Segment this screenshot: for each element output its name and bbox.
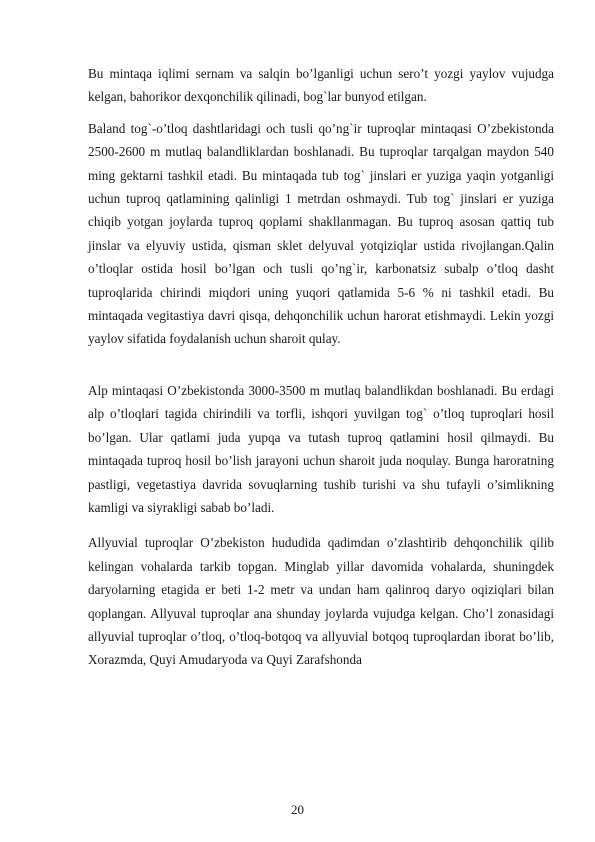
paragraph-mountain-zone-summary: Bu mintaqa iqlimi sernam va salqin bo’lganligi uchun sero’t yozgi yaylov vujudga kelgan, bahorikor dexqonchilik qilinadi, bog`lar bunyod etilgan. xyxy=(88,66,554,105)
document-page xyxy=(88,62,554,672)
paragraph-mountain-meadow-soils: Baland tog`-o’tloq dashtlaridagi och tusli qo’ng`ir tuproqlar mintaqasi O’zbekistonda 2500-2600 m mutlaq balandliklardan boshlanadi. Bu tuproqlar tarqalgan maydon 540 ming gektarni tashkil etadi. Bu mintaqada tub tog` jinslari er yuziga yaqin yotganligi uchun tuproq qatlamining qalinligi 1 metrdan oshmaydi. Tub tog` jinslari er yuziga chiqib yotgan joylarda tuproq qoplami shakllanmagan. Bu tuproq asosan qattiq tub jinslar va elyuviy ustida, qisman sklet delyuval yotqiziqlar ustida rivojlangan.Qalin o’tloqlar ostida hosil bo’lgan och tusli qo’ng`ir, karbonatsiz subalp o’tloq dasht tuproqlarida chirindi miqdori uning yuqori qatlamida 5-6 % ni tashkil etadi. Bu mintaqada vegitastiya davri qisqa, dehqonchilik uchun harorat etishmaydi. Lekin yozgi yaylov sifatida foydalanish uchun sharoit qulay. xyxy=(88,120,554,347)
page-number: 20 xyxy=(291,802,304,817)
paragraph-alluvial-soils: Allyuvial tuproqlar O’zbekiston hududida qadimdan o’zlashtirib dehqonchilik qilib kelingan vohalarda tarkib topgan. Minglab yillar davomida vohalarda, shuningdek daryolarning etagida er beti 1-2 metr va undan ham qalinroq daryo oqiziqlari bilan qoplangan. Allyuval tuproqlar ana shunday joylarda vujudga kelgan. Cho’l zonasidagi allyuvial tuproqlar o’tloq, o’tloq-botqoq va allyuvial botqoq tuproqlardan iborat bo’lib, Xorazmda, Quyi Amudaryoda va Quyi Zarafshonda xyxy=(88,535,554,668)
paragraph-alpine-zone: Alp mintaqasi O’zbekistonda 3000-3500 m mutlaq balandlikdan boshlanadi. Bu erdagi alp o’tloqlari tagida chirindili va torfli, ishqori yuvilgan tog` o’tloq tuproqlari hosil bo’lgan. Ular qatlami juda yupqa va tutash tuproq qatlamini hosil qilmaydi. Bu mintaqada tuproq hosil bo’lish jarayoni uchun sharoit juda noqulay. Bunga haroratning pastligi, vegetastiya davrida sovuqlarning tushib turishi va shu tufayli o’simlikning kamligi va siyrakligi sabab bo’ladi. xyxy=(88,382,554,515)
